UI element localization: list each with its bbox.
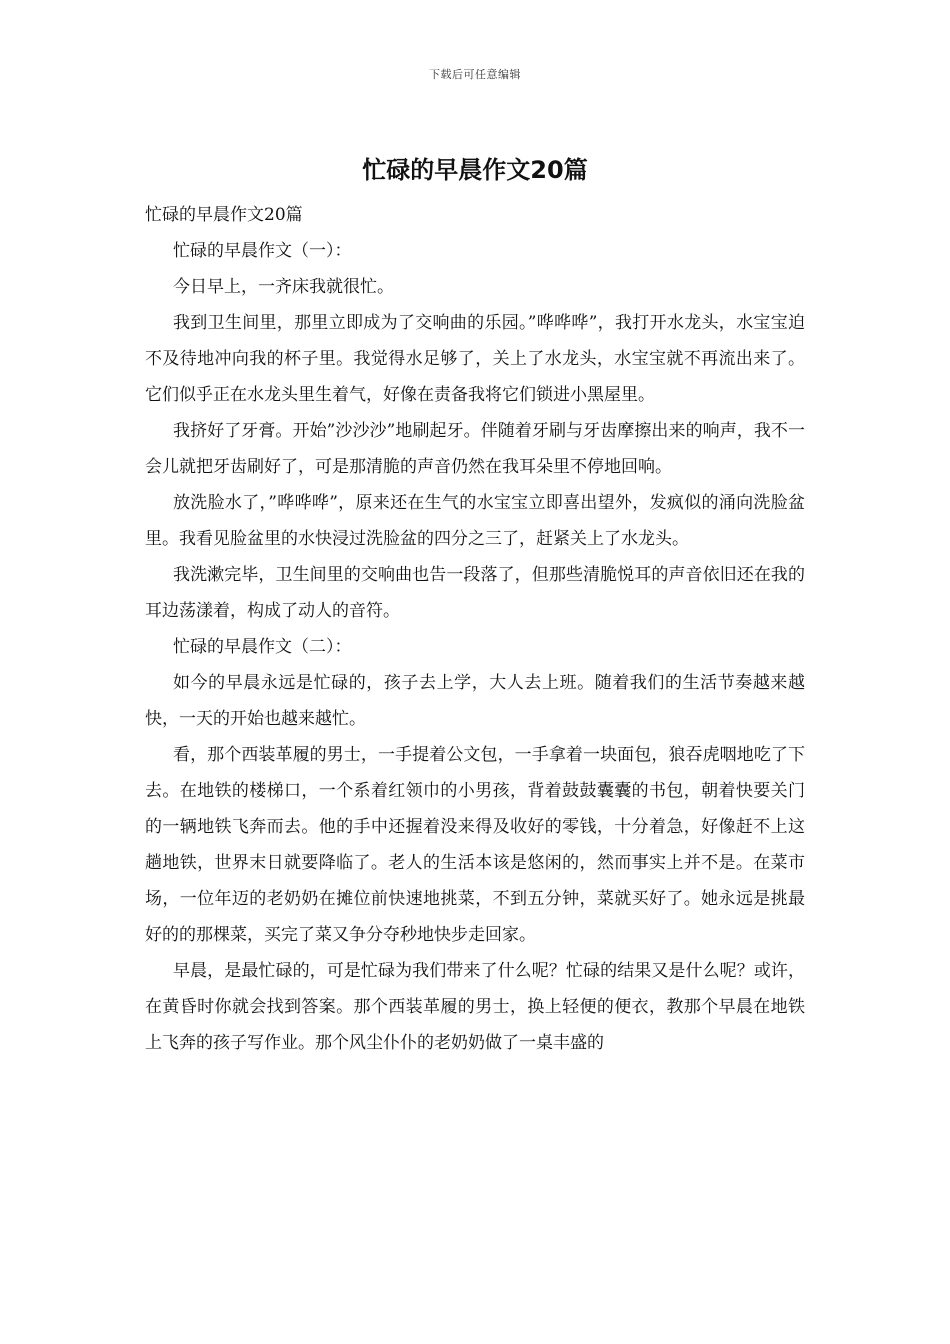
- header-note: 下载后可任意编辑: [429, 68, 521, 81]
- paragraph: 看，那个西装革履的男士，一手提着公文包，一手拿着一块面包，狼吞虎咽地吃了下去。在地铁的楼梯口，一个系着红领巾的小男孩，背着鼓鼓囊囊的书包，朝着快要关门的一辆地铁飞奔而去。他的手中还握着没来得及收好的零钱，十分着急，好像赶不上这趟地铁，世界末日就要降临了。老人的生活本该是悠闲的，然而事实上并不是。在菜市场，一位年迈的老奶奶在摊位前快速地挑菜，不到五分钟，菜就买好了。她永远是挑最好的的那棵菜，买完了菜又争分夺秒地快步走回家。: [145, 745, 805, 945]
- document-body: [145, 197, 805, 1061]
- paragraph: 早晨，是最忙碌的，可是忙碌为我们带来了什么呢？忙碌的结果又是什么呢？或许，在黄昏时你就会找到答案。那个西装革履的男士，换上轻便的便衣，教那个早晨在地铁上飞奔的孩子写作业。那个风尘仆仆的老奶奶做了一桌丰盛的: [145, 961, 805, 1053]
- subtitle-line: 忙碌的早晨作文20篇: [145, 205, 303, 225]
- paragraph: 我挤好了牙膏。开始”沙沙沙”地刷起牙。伴随着牙刷与牙齿摩擦出来的响声，我不一会儿就把牙齿刷好了，可是那清脆的声音仍然在我耳朵里不停地回响。: [145, 421, 805, 477]
- paragraph: 我到卫生间里，那里立即成为了交响曲的乐园。”哗哗哗”，我打开水龙头，水宝宝迫不及待地冲向我的杯子里。我觉得水足够了，关上了水龙头，水宝宝就不再流出来了。它们似乎正在水龙头里生着气，好像在责备我将它们锁进小黑屋里。: [145, 313, 805, 405]
- section-heading-2: 忙碌的早晨作文（二）：: [173, 637, 352, 657]
- paragraph: 今日早上，一齐床我就很忙。: [173, 277, 394, 297]
- section-heading-1: 忙碌的早晨作文（一）：: [173, 241, 352, 261]
- paragraph: 如今的早晨永远是忙碌的，孩子去上学，大人去上班。随着我们的生活节奏越来越快，一天的开始也越来越忙。: [145, 673, 805, 729]
- document-title: 忙碌的早晨作文20篇: [362, 156, 588, 184]
- paragraph: 我洗漱完毕，卫生间里的交响曲也告一段落了，但那些清脆悦耳的声音依旧还在我的耳边荡漾着，构成了动人的音符。: [145, 565, 805, 621]
- paragraph: 放洗脸水了，”哗哗哗”，原来还在生气的水宝宝立即喜出望外，发疯似的涌向洗脸盆里。我看见脸盆里的水快浸过洗脸盆的四分之三了，赶紧关上了水龙头。: [145, 493, 805, 549]
